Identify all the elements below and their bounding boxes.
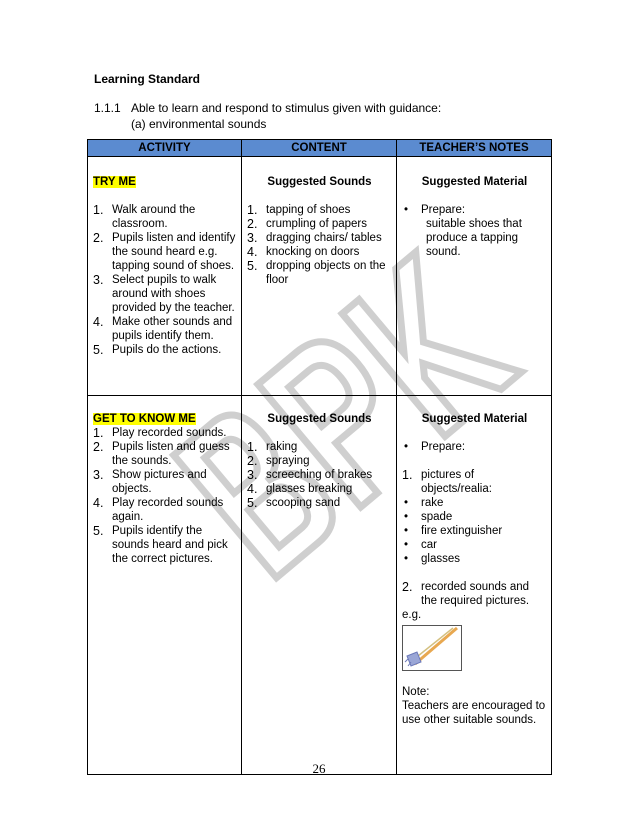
activity-list bbox=[93, 426, 237, 566]
activity-list bbox=[93, 203, 237, 357]
list-item: 4. glasses breaking bbox=[247, 482, 353, 496]
list-item: 4. knocking on doors bbox=[247, 245, 360, 259]
activity-cell bbox=[88, 157, 242, 396]
list-item: • fire extinguisher bbox=[404, 525, 503, 537]
content-cell bbox=[242, 396, 397, 775]
standard-text: Able to learn and respond to stimulus given with guidance: bbox=[131, 101, 442, 115]
activity-table bbox=[87, 139, 552, 775]
learning-standard bbox=[94, 100, 441, 132]
content-title: Suggested Sounds bbox=[267, 413, 372, 425]
table-header-row bbox=[88, 140, 552, 157]
header-activity: ACTIVITY bbox=[88, 140, 242, 157]
list-item: 5. Pupils identify the sounds heard and pick the correct pictures. bbox=[93, 524, 228, 565]
list-item: 2. Pupils listen and guess the sounds. bbox=[93, 440, 230, 467]
list-item: 4. Play recorded sounds again. bbox=[93, 496, 224, 523]
list-item: 3. screeching of brakes bbox=[247, 468, 373, 482]
activity-title: GET TO KNOW ME bbox=[93, 413, 196, 425]
content-cell bbox=[242, 157, 397, 396]
table-row bbox=[88, 157, 552, 396]
standard-line bbox=[94, 100, 441, 116]
notes-title: Suggested Material bbox=[421, 413, 528, 425]
list-item: • Prepare: suitable shoes that produce a tapping sound. bbox=[404, 204, 522, 258]
list-item: 5. dropping objects on the floor bbox=[247, 259, 386, 286]
list-item: 5. scooping sand bbox=[247, 496, 341, 510]
notes-prepare bbox=[402, 440, 547, 454]
rake-picture-icon bbox=[402, 625, 462, 671]
notes-title: Suggested Material bbox=[421, 176, 528, 188]
notes-numbered-1 bbox=[402, 468, 547, 496]
list-item: 1. pictures of objects/realia: bbox=[402, 468, 492, 495]
notes-list bbox=[402, 203, 547, 259]
content-list bbox=[247, 203, 392, 287]
standard-subitem: (a) environmental sounds bbox=[131, 117, 267, 131]
content-title: Suggested Sounds bbox=[267, 176, 372, 188]
list-item: 5. Pupils do the actions. bbox=[93, 343, 222, 357]
note-text: Teachers are encouraged to use other suitable sounds. bbox=[402, 700, 546, 726]
list-item: 2. crumpling of papers bbox=[247, 217, 367, 231]
rake-illustration bbox=[403, 626, 461, 670]
list-item: 3. Select pupils to walk around with shoes provided by the teacher. bbox=[93, 273, 235, 314]
list-item: 2. recorded sounds and the required pictures. bbox=[402, 580, 530, 607]
notes-cell bbox=[397, 396, 552, 775]
content-list bbox=[247, 440, 392, 510]
note-label: Note: bbox=[402, 686, 430, 698]
list-item: • Prepare: bbox=[404, 441, 466, 453]
list-item: 3. dragging chairs/ tables bbox=[247, 231, 382, 245]
list-item: • spade bbox=[404, 511, 453, 523]
list-item: • glasses bbox=[404, 553, 460, 565]
realia-list bbox=[402, 496, 547, 566]
list-item: • rake bbox=[404, 497, 444, 509]
list-item: • car bbox=[404, 539, 437, 551]
list-item: 1. tapping of shoes bbox=[247, 203, 351, 217]
activity-title: TRY ME bbox=[93, 176, 136, 188]
header-content: CONTENT bbox=[242, 140, 397, 157]
activity-cell bbox=[88, 396, 242, 775]
example-label: e.g. bbox=[402, 609, 422, 621]
standard-number: 1.1.1 bbox=[94, 101, 121, 115]
section-heading: Learning Standard bbox=[94, 72, 201, 86]
table-row bbox=[88, 396, 552, 775]
list-item: 1. Walk around the classroom. bbox=[93, 203, 196, 230]
page-number: 26 bbox=[312, 761, 326, 776]
list-item: 2. spraying bbox=[247, 454, 310, 468]
list-item: 1. Play recorded sounds. bbox=[93, 426, 227, 440]
list-item: 1. raking bbox=[247, 440, 298, 454]
list-item: 4. Make other sounds and pupils identify them. bbox=[93, 315, 233, 342]
notes-numbered-2 bbox=[402, 580, 547, 608]
notes-cell bbox=[397, 157, 552, 396]
list-item: 2. Pupils listen and identify the sound heard e.g. tapping sound of shoes. bbox=[93, 231, 236, 272]
header-teachers-notes: TEACHER’S NOTES bbox=[397, 140, 552, 157]
list-item: 3. Show pictures and objects. bbox=[93, 468, 207, 495]
